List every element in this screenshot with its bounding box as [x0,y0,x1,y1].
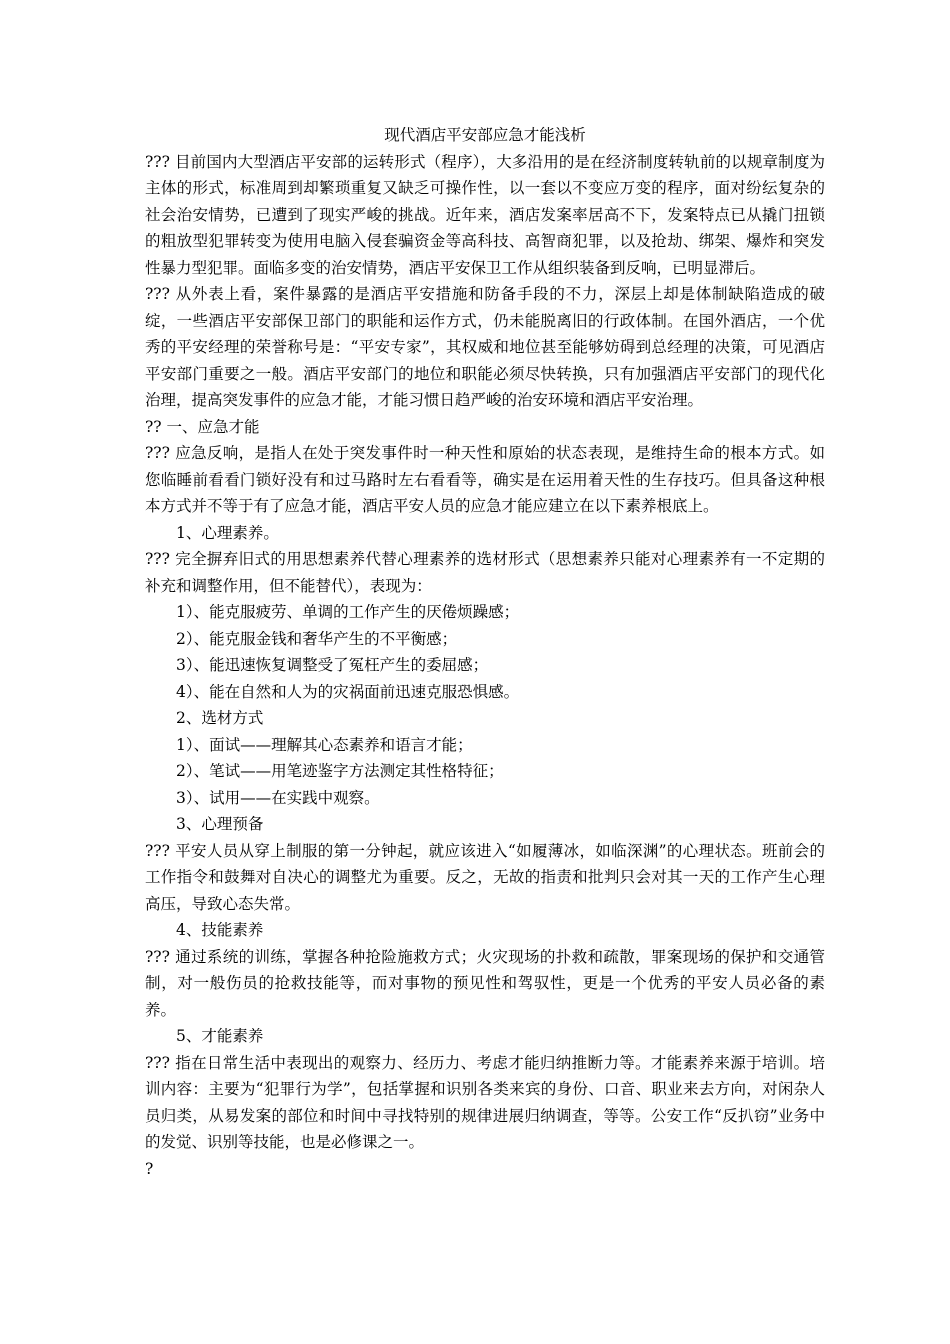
paragraph-emergency-response: ??? 应急反响，是指人在处于突发事件时一种天性和原始的状态表现，是维持生命的根本方式。如您临睡前看看门锁好没有和过马路时左右看看等，确实是在运用着天性的生存技巧。但具备这种根本方式并不等于有了应急才能，酒店平安人员的应急才能应建立在以下素养根底上。 [145,444,825,515]
list-item: 2）、笔试——用笔迹鉴字方法测定其性格特征； [176,762,504,780]
paragraph-ability-quality: ??? 指在日常生活中表现出的观察力、经历力、考虑才能归纳推断力等。才能素养来源于培训。培训内容：主要为“犯罪行为学”，包括掌握和识别各类来宾的身份、口音、职业来去方向，对闲杂人员归类，从易发案的部位和时间中寻找特别的规律进展归纳调查，等等。公安工作“反扒窃”业务中的发觉、识别等技能，也是必修课之一。 [145,1053,825,1151]
paragraph-analysis: ??? 从外表上看，案件暴露的是酒店平安措施和防备手段的不力，深层上却是体制缺陷造成的破绽，一些酒店平安部保卫部门的职能和运作方式，仍未能脱离旧的行政体制。在国外酒店，一个优秀的平安经理的荣誉称号是：“平安专家”，其权威和地位甚至能够妨碍到总经理的决策，可见酒店平安部门重要之一般。酒店平安部门的地位和职能必须尽快转换，只有加强酒店平安部门的现代化治理，提高突发事件的应急才能，才能习惯日趋严峻的治安环境和酒店平安治理。 [145,285,825,409]
paragraph-psychological-preparation: ??? 平安人员从穿上制服的第一分钟起，就应该进入“如履薄冰，如临深渊”的心理状态。班前会的工作指令和鼓舞对自决心的调整尤为重要。反之，无故的指责和批判只会对其一天的工作产生心理高压，导致心态失常。 [145,841,825,913]
subheading-selection-method: 2、选材方式 [176,709,264,727]
subheading-ability-quality: 5、才能素养 [176,1027,264,1045]
subheading-psychological-preparation: 3、心理预备 [176,815,264,833]
list-item: 3）、能迅速恢复调整受了冤枉产生的委屈感； [176,656,489,674]
list-item: 3）、试用——在实践中观察。 [176,788,380,807]
list-item: 2）、能克服金钱和奢华产生的不平衡感； [176,629,458,648]
paragraph-skill-quality: ??? 通过系统的训练，掌握各种抢险施救方式；火灾现场的扑救和疏散，罪案现场的保护和交通管制，对一般伤员的抢救技能等，而对事物的预见性和驾驭性，更是一个优秀的平安人员必备的素养。 [145,947,825,1019]
paragraph-psychological-quality: ??? 完全摒弃旧式的用思想素养代替心理素养的选材形式（思想素养只能对心理素养有一不定期的补充和调整作用，但不能替代），表现为： [145,550,825,595]
list-item: 1）、面试——理解其心态素养和语言才能； [176,735,473,754]
subheading-skill-quality: 4、技能素养 [176,921,264,939]
subheading-psychological-quality: 1、心理素养。 [176,523,279,542]
document-body [145,122,825,1182]
trailing-mark: ? [145,1159,154,1178]
section-heading-emergency-ability: ?? 一、应急才能 [145,417,260,436]
list-item: 1）、能克服疲劳、单调的工作产生的厌倦烦躁感； [176,603,520,621]
document-title: 现代酒店平安部应急才能浅析 [384,126,586,144]
list-item: 4）、能在自然和人为的灾祸面前迅速克服恐惧感。 [176,682,520,701]
paragraph-intro: ??? 目前国内大型酒店平安部的运转形式（程序），大多沿用的是在经济制度转轨前的以规章制度为主体的形式，标准周到却繁琐重复又缺乏可操作性，以一套以不变应万变的程序，面对纷纭复杂的社会治安情势，已遭到了现实严峻的挑战。近年来，酒店发案率居高不下，发案特点已从撬门扭锁的粗放型犯罪转变为使用电脑入侵套骗资金等高科技、高智商犯罪，以及抢劫、绑架、爆炸和突发性暴力型犯罪。面临多变的治安情势，酒店平安保卫工作从组织装备到反响，已明显滞后。 [145,152,825,277]
